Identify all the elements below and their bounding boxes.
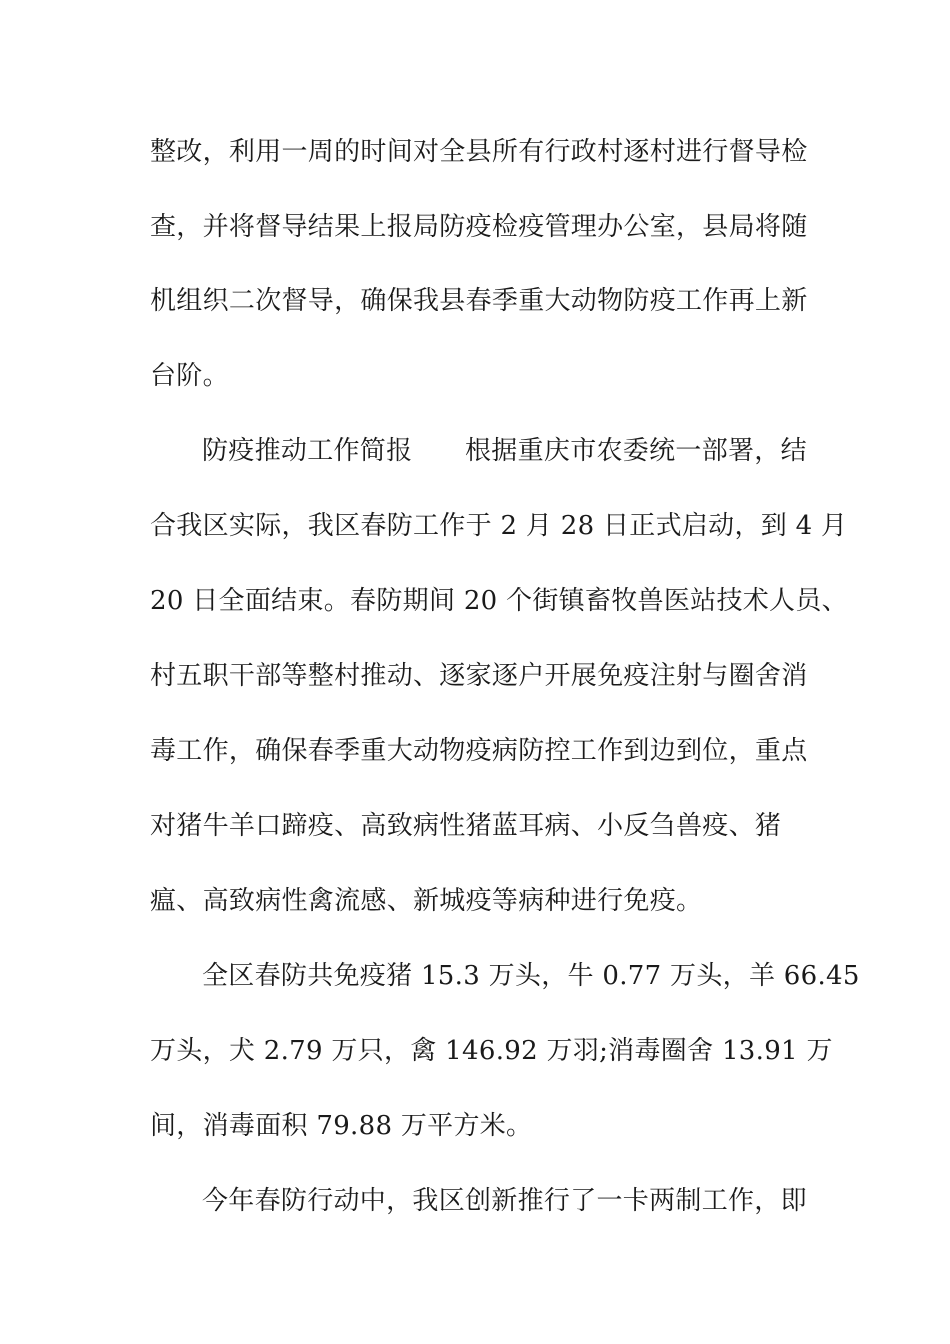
text-line: 毒工作，确保春季重大动物疫病防控工作到边到位，重点 xyxy=(150,736,808,766)
text-line: 间，消毒面积 79.88 万平方米。 xyxy=(150,1111,533,1141)
text-line: 台阶。 xyxy=(150,361,229,391)
text-line: 对猪牛羊口蹄疫、高致病性猪蓝耳病、小反刍兽疫、猪 xyxy=(150,811,782,841)
text-line: 合我区实际，我区春防工作于 2 月 28 日正式启动，到 4 月 xyxy=(150,511,848,541)
text-line: 机组织二次督导，确保我县春季重大动物防疫工作再上新 xyxy=(150,286,808,316)
paragraph-start-line: 防疫推动工作简报 根据重庆市农委统一部署，结 xyxy=(202,436,807,466)
text-line: 瘟、高致病性禽流感、新城疫等病种进行免疫。 xyxy=(150,886,703,916)
text-line: 查，并将督导结果上报局防疫检疫管理办公室，县局将随 xyxy=(150,212,808,242)
text-line: 整改，利用一周的时间对全县所有行政村逐村进行督导检 xyxy=(150,137,808,167)
paragraph-start-line: 全区春防共免疫猪 15.3 万头，牛 0.77 万头，羊 66.45 xyxy=(202,961,860,991)
text-line: 20 日全面结束。春防期间 20 个街镇畜牧兽医站技术人员、 xyxy=(150,586,848,616)
text-line: 万头，犬 2.79 万只，禽 146.92 万羽;消毒圈舍 13.91 万 xyxy=(150,1036,833,1066)
paragraph-start-line: 今年春防行动中，我区创新推行了一卡两制工作，即 xyxy=(202,1186,807,1216)
text-line: 村五职干部等整村推动、逐家逐户开展免疫注射与圈舍消 xyxy=(150,661,808,691)
